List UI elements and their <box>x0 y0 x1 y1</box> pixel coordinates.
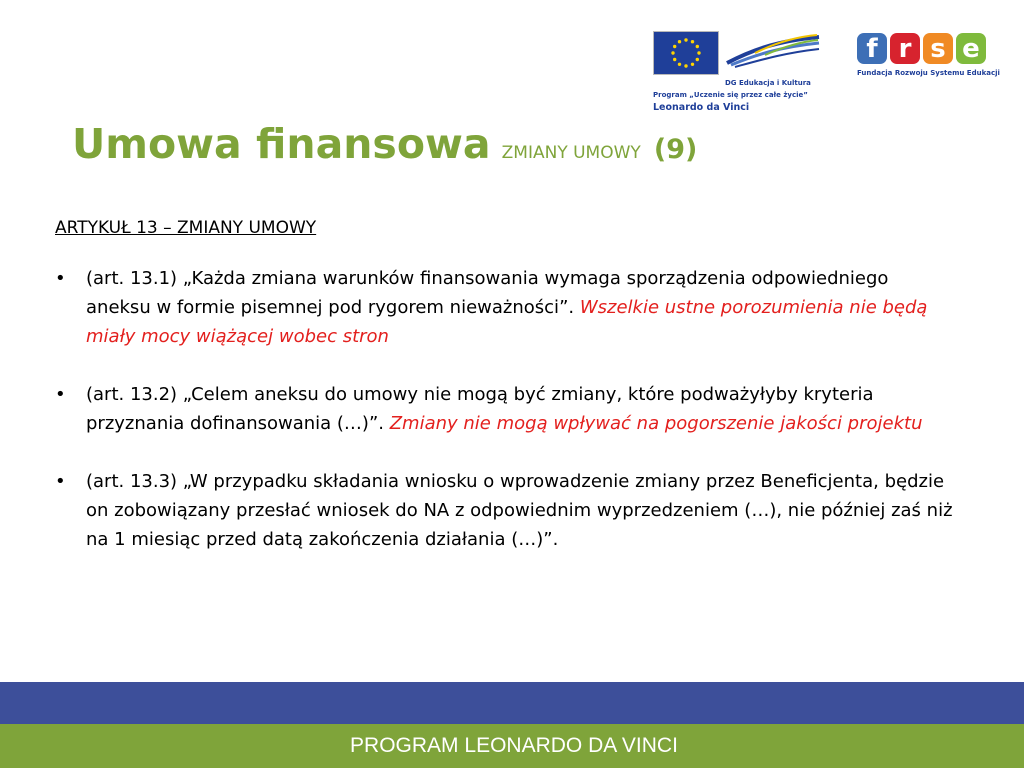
list-item <box>55 467 955 554</box>
page-title <box>72 120 698 168</box>
bullet-icon: • <box>55 268 66 289</box>
eu-stars-icon <box>654 32 718 74</box>
title-main: Umowa finansowa <box>72 120 491 168</box>
bullet-icon: • <box>55 471 66 492</box>
frse-letters <box>857 33 997 64</box>
frse-letter-f: f <box>857 33 887 64</box>
frse-letter-e: e <box>956 33 986 64</box>
footer-green-band <box>0 724 1024 768</box>
eu-leonardo-logo <box>653 31 821 113</box>
bullet-emphasis: Wszelkie ustne porozumienia nie będą miały mocy wiążącej wobec stron <box>86 297 928 347</box>
title-subtitle: ZMIANY UMOWY <box>501 143 641 163</box>
leonardo-swoosh-icon <box>725 33 821 69</box>
title-number: (9) <box>653 134 698 165</box>
frse-letter-s: s <box>923 33 953 64</box>
eu-flag-icon <box>653 31 719 75</box>
footer-text: PROGRAM LEONARDO DA VINCI <box>350 734 678 757</box>
bullet-icon: • <box>55 384 66 405</box>
list-item <box>55 264 955 351</box>
bullet-emphasis: Zmiany nie mogą wpływać na pogorszenie jakości projektu <box>389 413 923 434</box>
frse-logo <box>857 33 1000 83</box>
bullet-text: (art. 13.3) „W przypadku składania wniosku o wprowadzenie zmiany przez Beneficjenta, będzie on zobowiązany przesłać wniosek do NA z odpowiednim wyprzedzeniem (…), nie później zaś niż na 1 miesiąc przed datą zakończenia działania (…)”. <box>86 471 953 550</box>
eu-logo-line3: Leonardo da Vinci <box>653 102 750 113</box>
footer-blue-band <box>0 682 1024 724</box>
eu-logo-line2: Program „Uczenie się przez całe życie” <box>653 90 808 99</box>
slide-content <box>55 214 955 583</box>
list-item <box>55 380 955 438</box>
eu-logo-line1: DG Edukacja i Kultura <box>725 79 811 87</box>
bullet-text: (art. 13.1) „Każda zmiana warunków finansowania wymaga sporządzenia odpowiedniego aneksu w formie pisemnej pod rygorem nieważności”. <box>86 268 889 318</box>
article-heading: ARTYKUŁ 13 – ZMIANY UMOWY <box>55 218 317 238</box>
bullet-text: (art. 13.2) „Celem aneksu do umowy nie mogą być zmiany, które podważyłyby kryteria przyznania dofinansowania (…)”. <box>86 384 874 434</box>
eu-logo-text <box>653 78 828 114</box>
frse-caption: Fundacja Rozwoju Systemu Edukacji <box>857 69 1000 77</box>
frse-letter-r: r <box>890 33 920 64</box>
